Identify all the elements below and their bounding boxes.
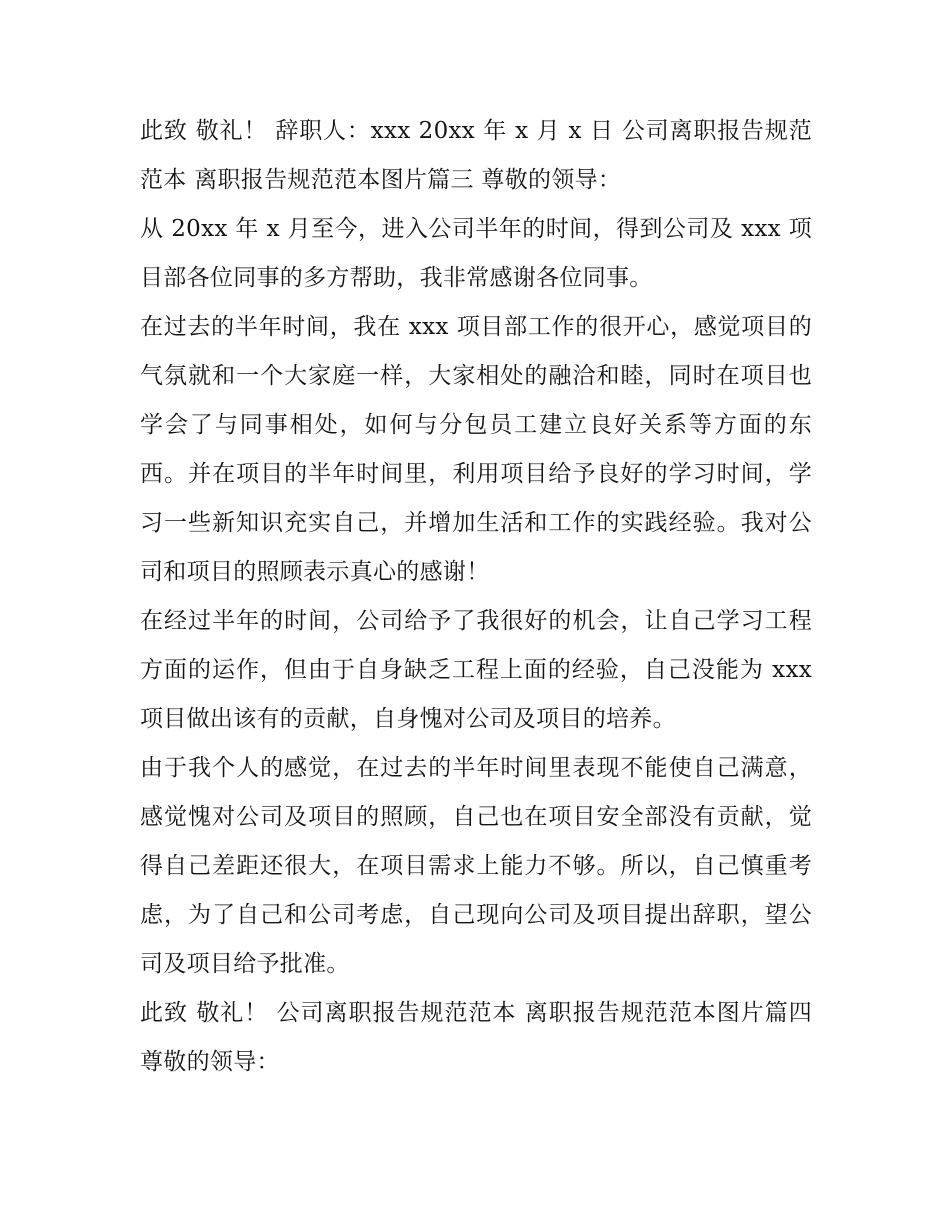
paragraph-experience: 在过去的半年时间，我在 xxx 项目部工作的很开心，感觉项目的气氛就和一个大家庭一样，大家相处的融洽和睦，同时在项目也学会了与同事相处，如何与分包员工建立良好关系等方面的东西。并在项目的半年时间里，利用项目给予良好的学习时间，学习一些新知识充实自己，并增加生活和工作的实践经验。我对公司和项目的照顾表示真心的感谢！ [140, 314, 812, 585]
paragraph-closing-and-heading-3: 此致 敬礼！ 辞职人：xxx 20xx 年 x 月 x 日 公司离职报告规范范本 离职报告规范范本图片篇三 尊敬的领导： [140, 118, 812, 193]
document-body [140, 107, 812, 1087]
paragraph-opportunity: 在经过半年的时间，公司给予了我很好的机会，让自己学习工程方面的运作，但由于自身缺乏工程上面的经验，自己没能为 xxx 项目做出该有的贡献，自身愧对公司及项目的培养。 [140, 608, 812, 732]
paragraph-intro: 从 20xx 年 x 月至今，进入公司半年的时间，得到公司及 xxx 项目部各位同事的多方帮助，我非常感谢各位同事。 [140, 216, 812, 291]
paragraph-closing-and-heading-4: 此致 敬礼！ 公司离职报告规范范本 离职报告规范范本图片篇四 尊敬的领导： [140, 1000, 812, 1075]
paragraph-resignation-reason: 由于我个人的感觉，在过去的半年时间里表现不能使自己满意，感觉愧对公司及项目的照顾，自己也在项目安全部没有贡献，觉得自己差距还很大，在项目需求上能力不够。所以，自己慎重考虑，为了自己和公司考虑，自己现向公司及项目提出辞职，望公司及项目给予批准。 [140, 755, 812, 977]
